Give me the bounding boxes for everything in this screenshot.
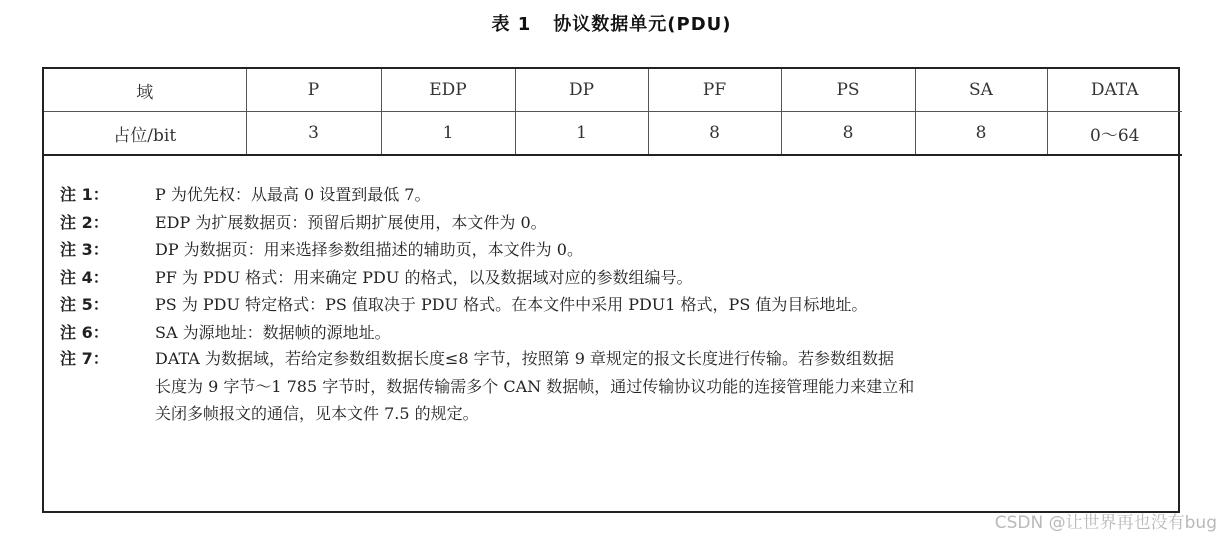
note-text: EDP 为扩展数据页：预留后期扩展使用，本文件为 0。 bbox=[155, 212, 547, 232]
note-6 bbox=[60, 318, 1170, 346]
note-text: SA 为源地址：数据帧的源地址。 bbox=[155, 322, 391, 342]
note-tag: 注 4： bbox=[60, 267, 109, 287]
header-cell-sa: SA bbox=[915, 69, 1047, 112]
note-5 bbox=[60, 290, 1170, 318]
note-3 bbox=[60, 235, 1170, 263]
header-cell-dp: DP bbox=[515, 69, 648, 112]
note-7-line-3: 关闭多帧报文的通信，见本文件 7.5 的规定。 bbox=[155, 404, 479, 423]
table-number: 表 1 bbox=[491, 14, 532, 35]
table-caption bbox=[0, 10, 1223, 36]
table-title: 协议数据单元(PDU) bbox=[553, 14, 732, 35]
note-7-lines bbox=[155, 345, 914, 428]
note-7-line-2: 长度为 9 字节～1 785 字节时，数据传输需多个 CAN 数据帧，通过传输协议功能的连接管理能力来建立和 bbox=[155, 376, 915, 396]
header-cell-pf: PF bbox=[648, 69, 781, 112]
notes-section bbox=[60, 180, 1170, 428]
note-text: P 为优先权：从最高 0 设置到最低 7。 bbox=[155, 185, 431, 205]
header-cell-edp: EDP bbox=[381, 69, 515, 112]
note-7 bbox=[60, 345, 1170, 428]
header-row bbox=[44, 69, 1182, 112]
header-cell-data: DATA bbox=[1047, 69, 1182, 112]
note-7-line-1: DATA 为数据域，若给定参数组数据长度≤8 字节，按照第 9 章规定的报文长度进行传输。若参数组数据 bbox=[155, 349, 894, 368]
note-tag: 注 3： bbox=[60, 240, 109, 260]
bits-cell-label: 占位/bit bbox=[44, 112, 246, 156]
bits-cell-sa: 8 bbox=[915, 112, 1047, 156]
note-tag: 注 2： bbox=[60, 212, 109, 232]
bits-cell-edp: 1 bbox=[381, 112, 515, 156]
note-text: PF 为 PDU 格式：用来确定 PDU 的格式，以及数据域对应的参数组编号。 bbox=[155, 267, 693, 287]
note-2 bbox=[60, 208, 1170, 236]
note-text: DP 为数据页：用来选择参数组描述的辅助页，本文件为 0。 bbox=[155, 240, 583, 260]
header-cell-field: 域 bbox=[44, 69, 246, 112]
note-1 bbox=[60, 180, 1170, 208]
note-tag: 注 1： bbox=[60, 185, 109, 205]
note-tag: 注 7： bbox=[60, 349, 109, 368]
bits-cell-dp: 1 bbox=[515, 112, 648, 156]
note-tag: 注 5： bbox=[60, 295, 109, 315]
note-tag: 注 6： bbox=[60, 322, 109, 342]
header-cell-p: P bbox=[246, 69, 381, 112]
note-text: PS 为 PDU 特定格式：PS 值取决于 PDU 格式。在本文件中采用 PDU1 格式，PS 值为目标地址。 bbox=[155, 295, 868, 315]
bits-row bbox=[44, 112, 1182, 156]
header-cell-ps: PS bbox=[781, 69, 915, 112]
bits-cell-ps: 8 bbox=[781, 112, 915, 156]
csdn-watermark: CSDN @让世界再也没有bug bbox=[994, 513, 1217, 533]
pdu-table bbox=[44, 69, 1182, 156]
bits-cell-pf: 8 bbox=[648, 112, 781, 156]
bits-cell-p: 3 bbox=[246, 112, 381, 156]
bits-cell-data: 0～64 bbox=[1047, 112, 1182, 156]
note-4 bbox=[60, 263, 1170, 291]
